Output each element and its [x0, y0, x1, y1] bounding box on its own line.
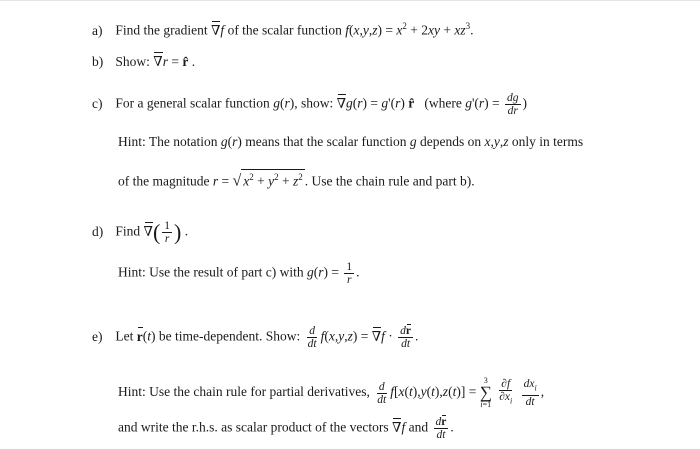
part-d-label: d) [92, 223, 104, 239]
part-c-hint-line1: Hint: The notation g(r) means that the scalar function g depends on x,y,z only in terms [118, 134, 584, 149]
part-d-text: Find [115, 223, 141, 239]
part-e-hint-text: Hint: Use the chain rule for partial derivatives, [118, 384, 370, 400]
top-divider [0, 0, 700, 1]
part-e-last: and write the r.h.s. as scalar product of the vectors ∇f and $\frac{dr}{dt}$ . [118, 416, 454, 441]
part-a-label: a) [92, 22, 103, 38]
part-e: e) Let r(t) be time-dependent. Show: $\frac{d}{dt}$ f(x,y,z) = ∇f · $\frac{dr}{dt}$ . [92, 325, 419, 350]
part-d-hint: Hint: Use the result of part c) with g(r) = $\frac{1}{r}$ . [118, 261, 360, 286]
part-b-label: b) [92, 54, 104, 69]
part-e-and: and [408, 419, 429, 435]
part-c-hint1d: only in terms [511, 134, 584, 149]
part-c-hint1c: depends on [419, 134, 482, 149]
part-b-text: Show: [115, 54, 150, 69]
part-c-hint2: of the magnitude [118, 173, 210, 189]
part-d: d) Find ∇( $\frac{1}{r}$ ) . [92, 219, 189, 245]
part-a-text2: of the scalar function [227, 22, 342, 38]
part-e-hint: Hint: Use the chain rule for partial derivatives, $\frac{d}{dt}$ f[x(t),y(t),z(t)] = 3 ∑ i=1 $\frac{\partial f}{\partial x_i}$ $\frac{dx_i}{dt}$ , [118, 376, 545, 409]
part-b: b) Show: ∇r = r̂ . [92, 54, 196, 69]
part-e-text: Let [115, 328, 134, 344]
part-e-label: e) [92, 328, 103, 344]
part-c-hint-line2: of the magnitude r = √ $x^2 + y^2 + z^2$ . Use the chain rule and part b). [118, 169, 475, 191]
part-c-hint1b: means that the scalar function [245, 134, 407, 149]
part-a: a) Find the gradient ∇f of the scalar function $f(x,y,z) = x^2 + 2xy + xz^3$. [92, 21, 474, 38]
part-c-text: For a general scalar function [115, 95, 270, 111]
part-e-text2: be time-dependent. Show: [158, 328, 301, 344]
part-d-hint-text: Hint: Use the result of part c) with [118, 264, 304, 280]
part-e-last-text: and write the r.h.s. as scalar product of the vectors [118, 419, 389, 435]
part-c-where: (where [424, 95, 462, 111]
part-c-show: , show: [294, 95, 334, 111]
part-c: c) For a general scalar function g(r), show: ∇g(r) = g'(r) r̂ (where g'(r) = $\frac{dg}{dr}$ ) [92, 92, 528, 117]
part-c-label: c) [92, 95, 103, 111]
part-a-text: Find the gradient [115, 22, 208, 38]
part-c-hint2b: . Use the chain rule and part b). [304, 173, 475, 189]
part-c-hint1: Hint: The notation [118, 134, 218, 149]
